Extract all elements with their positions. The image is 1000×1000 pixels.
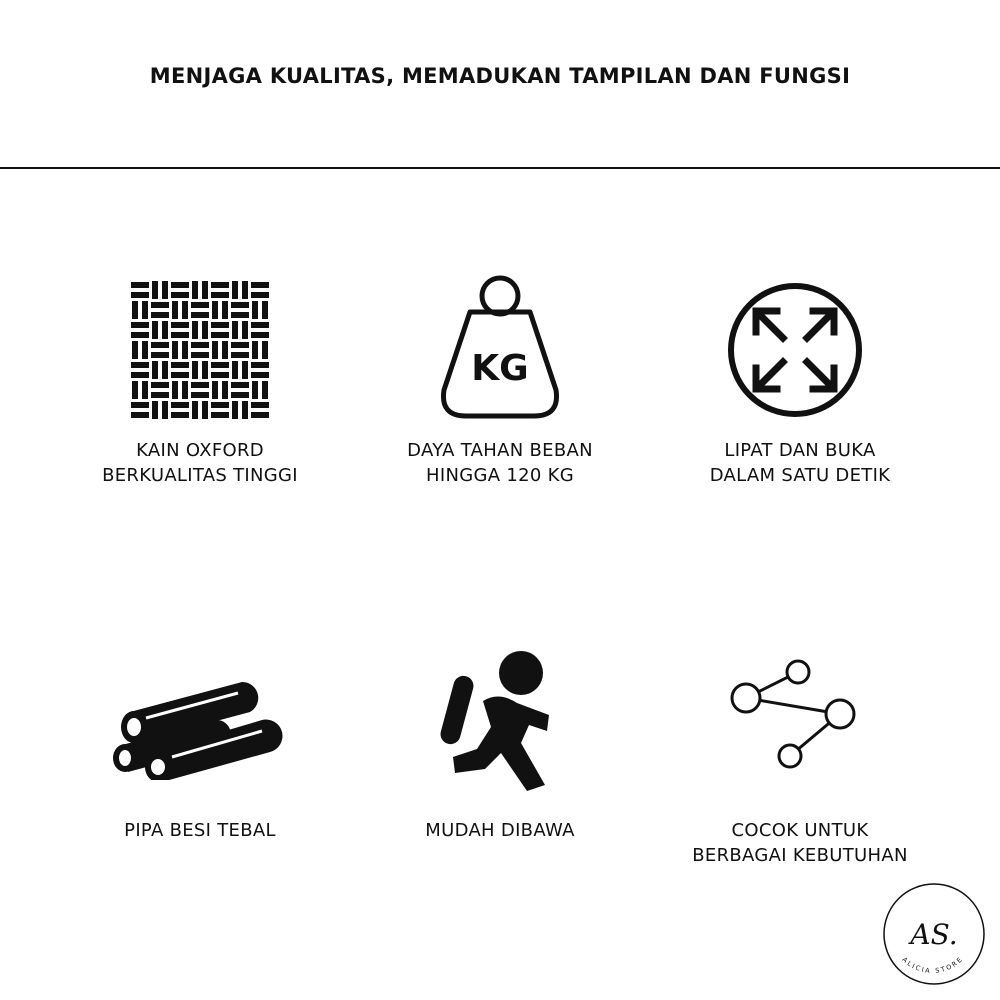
logo-monogram: AS.: [910, 918, 958, 951]
label-line: BERKUALITAS TINGGI: [102, 465, 298, 486]
weave-strand: [191, 352, 209, 358]
page-headline: MENJAGA KUALITAS, MEMADUKAN TAMPILAN DAN FUNGSI: [149, 64, 851, 88]
weave-strand: [211, 322, 229, 328]
logo-ring-text-path: ALICIA STORE: [900, 954, 966, 976]
weave-strand: [131, 332, 149, 338]
weave-strand: [262, 341, 268, 359]
weave-strand: [252, 381, 258, 399]
woven-fabric-icon: [130, 280, 270, 420]
feature-label: [650, 818, 950, 868]
label-line: HINGGA 120 KG: [426, 465, 574, 486]
weave-strand: [202, 401, 208, 419]
weave-strand: [152, 321, 158, 339]
weave-strand: [131, 292, 149, 298]
weave-strand: [211, 402, 229, 408]
weave-strand: [151, 302, 169, 308]
weave-strand: [131, 322, 149, 328]
weave-strand: [232, 321, 238, 339]
weave-strand: [212, 381, 218, 399]
weave-strand: [211, 292, 229, 298]
weave-strand: [251, 402, 269, 408]
feature-label: [50, 438, 350, 488]
weave-strand: [192, 321, 198, 339]
weave-strand: [192, 361, 198, 379]
weave-strand: [152, 281, 158, 299]
weave-strand: [151, 312, 169, 318]
weave-strand: [242, 321, 248, 339]
weave-strand: [182, 381, 188, 399]
weave-strand: [151, 382, 169, 388]
weave-strand: [131, 362, 149, 368]
weave-strand: [182, 341, 188, 359]
weave-strand: [251, 322, 269, 328]
weave-strand: [252, 341, 258, 359]
weave-strand: [222, 341, 228, 359]
feature-label: [50, 818, 350, 843]
feature-label: [350, 438, 650, 488]
feature-label: [350, 818, 650, 843]
weave-strand: [171, 322, 189, 328]
alicia-store-logo: [882, 882, 986, 986]
weave-strand: [162, 361, 168, 379]
weave-strand: [191, 382, 209, 388]
weave-strand: [202, 321, 208, 339]
weave-strand: [232, 281, 238, 299]
weave-strand: [171, 292, 189, 298]
label-line: MUDAH DIBAWA: [425, 820, 575, 841]
label-line: DAYA TAHAN BEBAN: [407, 440, 593, 461]
weave-strand: [142, 381, 148, 399]
weave-strand: [231, 302, 249, 308]
weave-strand: [192, 281, 198, 299]
weave-strand: [222, 301, 228, 319]
weave-strand: [251, 332, 269, 338]
person-carrying-icon: [435, 645, 565, 795]
weave-strand: [151, 392, 169, 398]
label-line: KAIN OXFORD: [136, 440, 264, 461]
weave-strand: [131, 402, 149, 408]
weave-strand: [231, 312, 249, 318]
weave-strand: [192, 401, 198, 419]
weave-strand: [142, 301, 148, 319]
weave-strand: [171, 412, 189, 418]
weave-strand: [162, 281, 168, 299]
weave-strand: [171, 332, 189, 338]
weave-strand: [132, 301, 138, 319]
weave-strand: [242, 361, 248, 379]
weave-strand: [251, 412, 269, 418]
weave-strand: [251, 292, 269, 298]
weave-strand: [262, 381, 268, 399]
weave-strand: [262, 301, 268, 319]
weave-strand: [211, 412, 229, 418]
weave-strand: [131, 372, 149, 378]
weave-strand: [251, 372, 269, 378]
weave-strand: [132, 381, 138, 399]
weave-strand: [252, 301, 258, 319]
weave-strand: [231, 382, 249, 388]
weave-strand: [242, 281, 248, 299]
weave-strand: [191, 342, 209, 348]
weave-strand: [131, 282, 149, 288]
weave-strand: [171, 402, 189, 408]
weave-strand: [142, 341, 148, 359]
weave-strand: [211, 282, 229, 288]
weave-strand: [211, 332, 229, 338]
label-line: DALAM SATU DETIK: [709, 465, 891, 486]
weave-strand: [232, 401, 238, 419]
weave-strand: [212, 301, 218, 319]
weave-strand: [191, 392, 209, 398]
label-line: BERBAGAI KEBUTUHAN: [692, 845, 908, 866]
weave-strand: [231, 342, 249, 348]
weave-strand: [172, 381, 178, 399]
weave-strand: [132, 341, 138, 359]
label-line: COCOK UNTUK: [731, 820, 869, 841]
weave-strand: [212, 341, 218, 359]
weave-strand: [202, 361, 208, 379]
weave-strand: [162, 401, 168, 419]
weave-strand: [171, 282, 189, 288]
weave-strand: [182, 301, 188, 319]
weave-strand: [152, 361, 158, 379]
share-nodes-icon: [728, 656, 868, 776]
weave-strand: [242, 401, 248, 419]
weave-strand: [211, 362, 229, 368]
weave-strand: [211, 372, 229, 378]
weave-strand: [171, 372, 189, 378]
weave-strand: [191, 302, 209, 308]
weave-strand: [251, 362, 269, 368]
weave-strand: [231, 352, 249, 358]
feature-label: [650, 438, 950, 488]
weave-strand: [151, 342, 169, 348]
weave-strand: [191, 312, 209, 318]
weave-strand: [162, 321, 168, 339]
weave-strand: [151, 352, 169, 358]
weave-strand: [152, 401, 158, 419]
weave-strand: [131, 412, 149, 418]
header-divider: [0, 167, 1000, 169]
weave-strand: [171, 362, 189, 368]
label-line: LIPAT DAN BUKA: [724, 440, 876, 461]
weave-strand: [172, 341, 178, 359]
weave-strand: [172, 301, 178, 319]
label-line: PIPA BESI TEBAL: [124, 820, 276, 841]
weave-strand: [231, 392, 249, 398]
steel-pipes-icon: [112, 660, 292, 780]
expand-arrows-icon: [725, 280, 865, 420]
weave-strand: [202, 281, 208, 299]
weave-strand: [222, 381, 228, 399]
weave-strand: [232, 361, 238, 379]
kg-weight-icon: [430, 272, 570, 422]
weave-strand: [251, 282, 269, 288]
kg-text: KG: [471, 348, 529, 389]
